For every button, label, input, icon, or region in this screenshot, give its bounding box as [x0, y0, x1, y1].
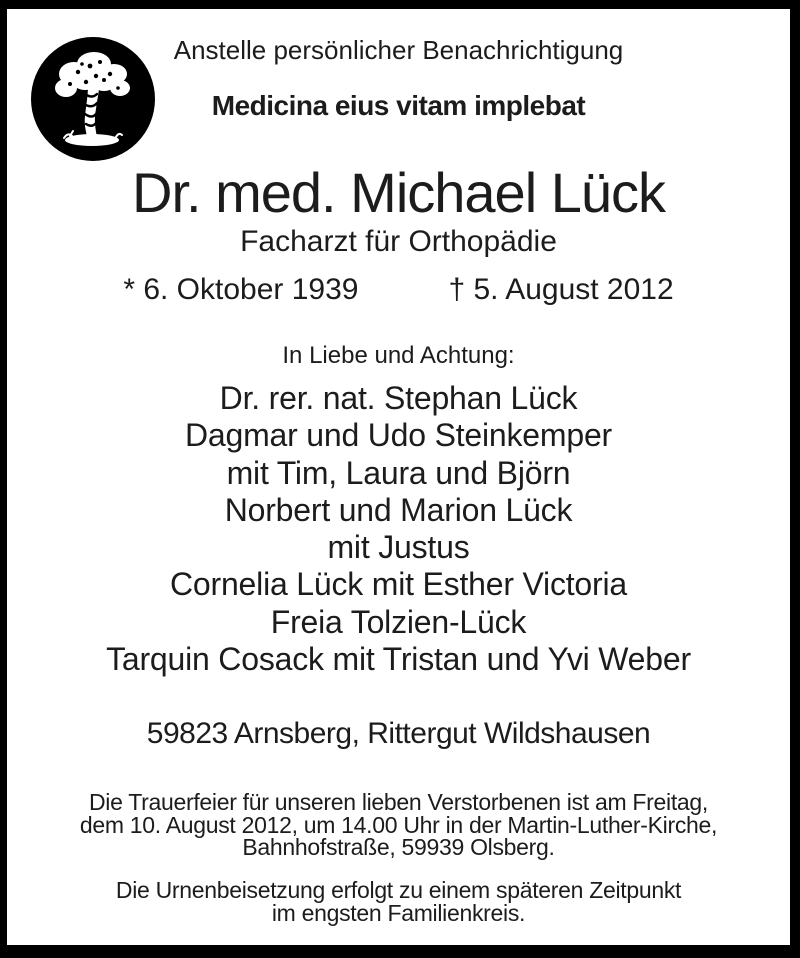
death-date: † 5. August 2012 [448, 273, 674, 306]
mourner-line: Dr. rer. nat. Stephan Lück [219, 380, 578, 416]
profession-line: Facharzt für Orthopädie [240, 225, 557, 258]
funeral-info-line: Bahnhofstraße, 59939 Olsberg. [242, 834, 555, 860]
funeral-info-line: Die Trauerfeier für unseren lieben Verstorbenen ist am Freitag, [88, 789, 709, 815]
urn-info [7, 879, 790, 924]
funeral-info [7, 791, 790, 859]
address-line: 59823 Arnsberg, Rittergut Wildshausen [146, 717, 651, 750]
urn-info-line: im engsten Familienkreis. [271, 899, 526, 926]
deceased-name: Dr. med. Michael Lück [132, 161, 665, 224]
mourner-line: Tarquin Cosack mit Tristan und Yvi Weber [106, 641, 691, 678]
mourner-line: Norbert und Marion Lück [224, 491, 573, 528]
life-dates [7, 274, 790, 306]
motto-line: Medicina eius vitam implebat [211, 90, 586, 121]
mourner-line: Freia Tolzien-Lück [270, 603, 527, 640]
birth-date: * 6. Oktober 1939 [123, 273, 359, 306]
mourner-line: mit Justus [327, 529, 470, 566]
mourners-list [7, 380, 790, 678]
mourner-line: Cornelia Lück mit Esther Victoria [170, 566, 627, 603]
funeral-info-line: dem 10. August 2012, um 14.00 Uhr in der Martin-Luther-Kirche, [79, 811, 718, 838]
notice-sheet [7, 9, 790, 945]
mourning-intro: In Liebe und Achtung: [282, 342, 515, 369]
header-line: Anstelle persönlicher Benachrichtigung [173, 35, 624, 65]
urn-info-line: Die Urnenbeisetzung erfolgt zu einem späteren Zeitpunkt [115, 877, 682, 903]
mourner-line: Dagmar und Udo Steinkemper [184, 417, 613, 454]
mourner-line: mit Tim, Laura und Björn [226, 454, 571, 491]
